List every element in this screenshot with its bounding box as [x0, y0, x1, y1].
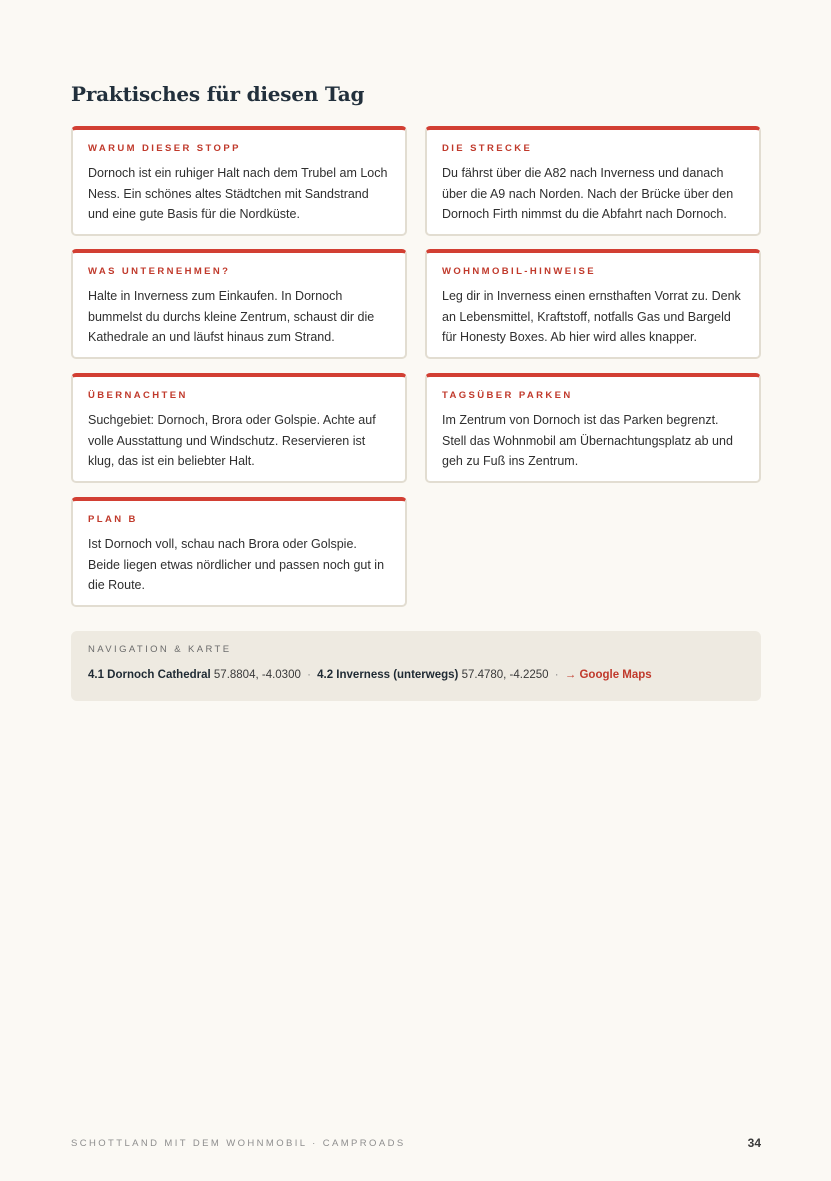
navigation-box — [71, 631, 761, 701]
card-text: Suchgebiet: Dornoch, Brora oder Golspie. Achte auf volle Ausstattung und Windschutz. Reservieren ist klug, das ist ein beliebter Halt. — [88, 413, 376, 468]
card-text: Halte in Inverness zum Einkaufen. In Dornoch bummelst du durchs kleine Zentrum, schaust dir die Kathedrale an und läufst hinaus zum Strand. — [88, 289, 375, 344]
page-number: 34 — [747, 1136, 761, 1150]
navigation-line — [88, 669, 744, 681]
card-why-this-stop — [71, 126, 407, 236]
point1-coords: 57.8804, -4.0300 — [213, 669, 301, 681]
card-label: ÜBERNACHTEN — [88, 390, 188, 401]
card-text: Ist Dornoch voll, schau nach Brora oder Golspie. Beide liegen etwas nördlicher und passen noch gut in die Route. — [88, 537, 385, 592]
point2-coords: 57.4780, -4.2250 — [461, 669, 549, 681]
card-label: WOHNMOBIL-HINWEISE — [442, 266, 597, 277]
card-text: Leg dir in Inverness einen ernsthaften Vorrat zu. Denk an Lebensmittel, Kraftstoff, notfalls Gas und Bargeld für Honesty Boxes. Ab hier wird alles knapper. — [442, 289, 741, 344]
card-plan-b — [71, 497, 407, 607]
nav-separator: · — [307, 669, 311, 681]
card-label: PLAN B — [88, 514, 138, 525]
page-title: Praktisches für diesen Tag — [71, 82, 365, 106]
card-label: WAS UNTERNEHMEN? — [88, 266, 231, 277]
card-overnight — [71, 373, 407, 483]
card-route — [425, 126, 761, 236]
navigation-label: NAVIGATION & KARTE — [88, 644, 232, 655]
card-text: Im Zentrum von Dornoch ist das Parken begrenzt. Stell das Wohnmobil am Übernachtungsplatz ab und geh zu Fuß ins Zentrum. — [442, 413, 733, 468]
card-label: TAGSÜBER PARKEN — [442, 390, 573, 401]
card-label: DIE STRECKE — [442, 143, 533, 154]
card-label: WARUM DIESER STOPP — [88, 143, 241, 154]
card-text: Dornoch ist ein ruhiger Halt nach dem Trubel am Loch Ness. Ein schönes altes Städtchen mit Sandstrand und eine gute Basis für die Nordküste. — [88, 166, 388, 221]
point1-name: 4.1 Dornoch Cathedral — [88, 669, 211, 681]
point2-name: 4.2 Inverness (unterwegs) — [317, 669, 459, 681]
card-motorhome-tips — [425, 249, 761, 359]
google-maps-link[interactable]: → Google Maps — [564, 669, 652, 681]
card-text: Du fährst über die A82 nach Inverness und danach über die A9 nach Norden. Nach der Brücke über den Dornoch Firth nimmst du die Abfahrt nach Dornoch. — [442, 166, 734, 221]
card-activities — [71, 249, 407, 359]
nav-separator: · — [554, 669, 559, 681]
footer-title: SCHOTTLAND MIT DEM WOHNMOBIL · CAMPROADS — [71, 1138, 406, 1149]
card-day-parking — [425, 373, 761, 483]
